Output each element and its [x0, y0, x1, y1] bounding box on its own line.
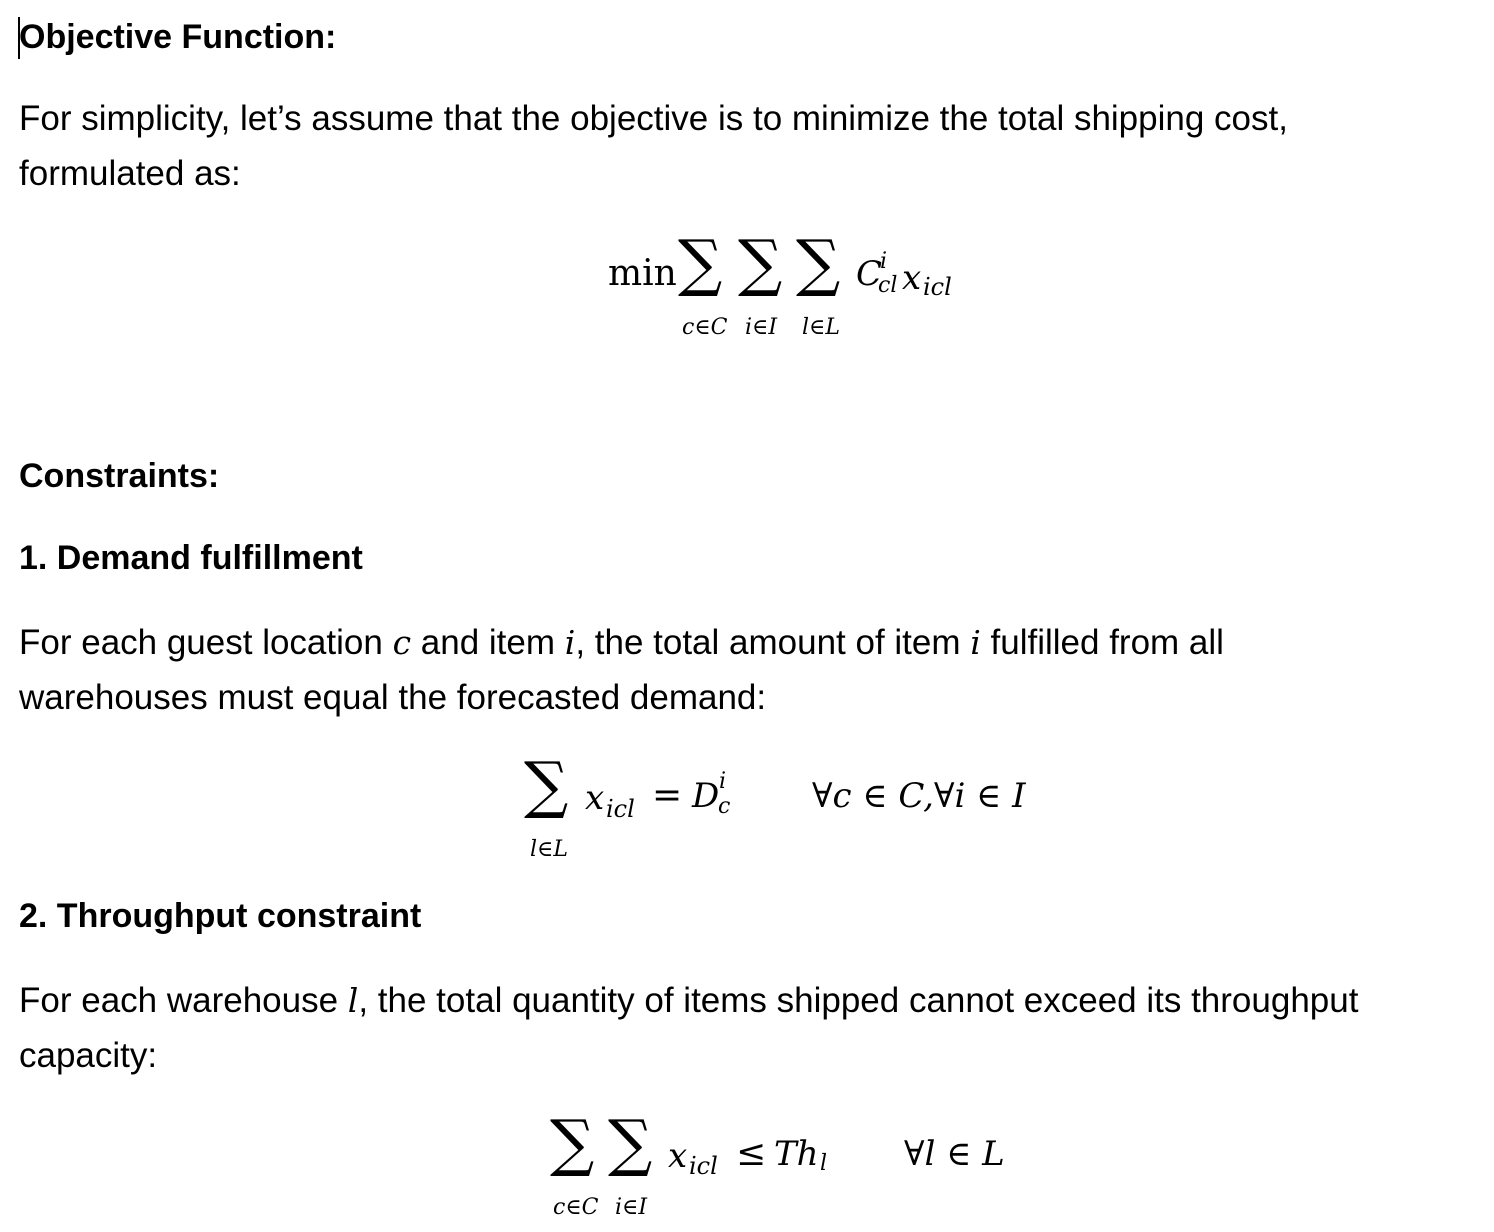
demand-paragraph-line1 [19, 615, 1224, 670]
var-i-2: i [970, 623, 981, 662]
sum-index-c: c∈C [682, 315, 728, 340]
cost-superscript: i [880, 249, 888, 274]
demand-fulfillment-heading: 1. Demand fulfillment [19, 539, 363, 577]
decision-variable-subscript: icl [689, 1152, 718, 1180]
sum-symbol-l: ∑ [796, 226, 841, 299]
sum-symbol-c: ∑ [550, 1106, 595, 1179]
sum-symbol-l: ∑ [524, 748, 569, 821]
throughput-text-b: , the total quantity of items shipped cannot exceed its throughput [358, 981, 1359, 1020]
objective-paragraph-line2: formulated as: [19, 154, 241, 193]
sum-symbol-i: ∑ [738, 226, 783, 299]
sum-symbol-c: ∑ [678, 226, 723, 299]
sum-index-c: c∈C [553, 1195, 599, 1220]
sum-index-i: i∈I [615, 1195, 648, 1220]
demand-text-a: For each guest location [19, 623, 393, 662]
demand-paragraph-line2: warehouses must equal the forecasted demand: [19, 678, 767, 717]
cost-symbol: C [856, 254, 883, 294]
demand-text-b: and item [411, 623, 565, 662]
decision-variable: x [668, 1136, 688, 1176]
demand-text-d: fulfilled from all [980, 623, 1224, 662]
objective-heading: Objective Function: [19, 18, 337, 56]
decision-variable: x [902, 258, 922, 298]
sum-index-i: i∈I [745, 315, 778, 340]
throughput-text-a: For each warehouse [19, 981, 348, 1020]
sum-symbol-i: ∑ [608, 1106, 653, 1179]
decision-variable: x [585, 778, 605, 818]
throughput-paragraph-line1 [19, 973, 1358, 1028]
demand-forall: ∀c ∈ C,∀i ∈ I [812, 776, 1026, 816]
decision-variable-subscript: icl [606, 795, 635, 823]
constraints-heading: Constraints: [19, 457, 220, 495]
throughput-heading: 2. Throughput constraint [19, 897, 422, 935]
cost-subscript: cl [878, 273, 898, 298]
var-i: i [564, 623, 576, 662]
decision-variable-subscript: icl [923, 273, 952, 301]
var-l: l [347, 981, 359, 1020]
leq-sign: ≤ [736, 1133, 767, 1174]
throughput-forall: ∀l ∈ L [904, 1134, 1005, 1174]
objective-paragraph-line1: For simplicity, let’s assume that the objective is to minimize the total shipping cost, [19, 99, 1288, 138]
min-operator: min [608, 253, 677, 294]
equals-sign: = [652, 775, 683, 816]
throughput-subscript: l [820, 1151, 828, 1176]
sum-index-l: l∈L [530, 837, 568, 862]
demand-text-c: , the total amount of item [575, 623, 971, 662]
var-c: c [392, 623, 412, 662]
throughput-symbol: Th [774, 1134, 819, 1174]
demand-superscript: i [719, 769, 727, 794]
demand-subscript: c [718, 794, 731, 819]
demand-symbol: D [692, 776, 720, 816]
throughput-paragraph-line2: capacity: [19, 1036, 158, 1075]
sum-index-l: l∈L [802, 315, 840, 340]
